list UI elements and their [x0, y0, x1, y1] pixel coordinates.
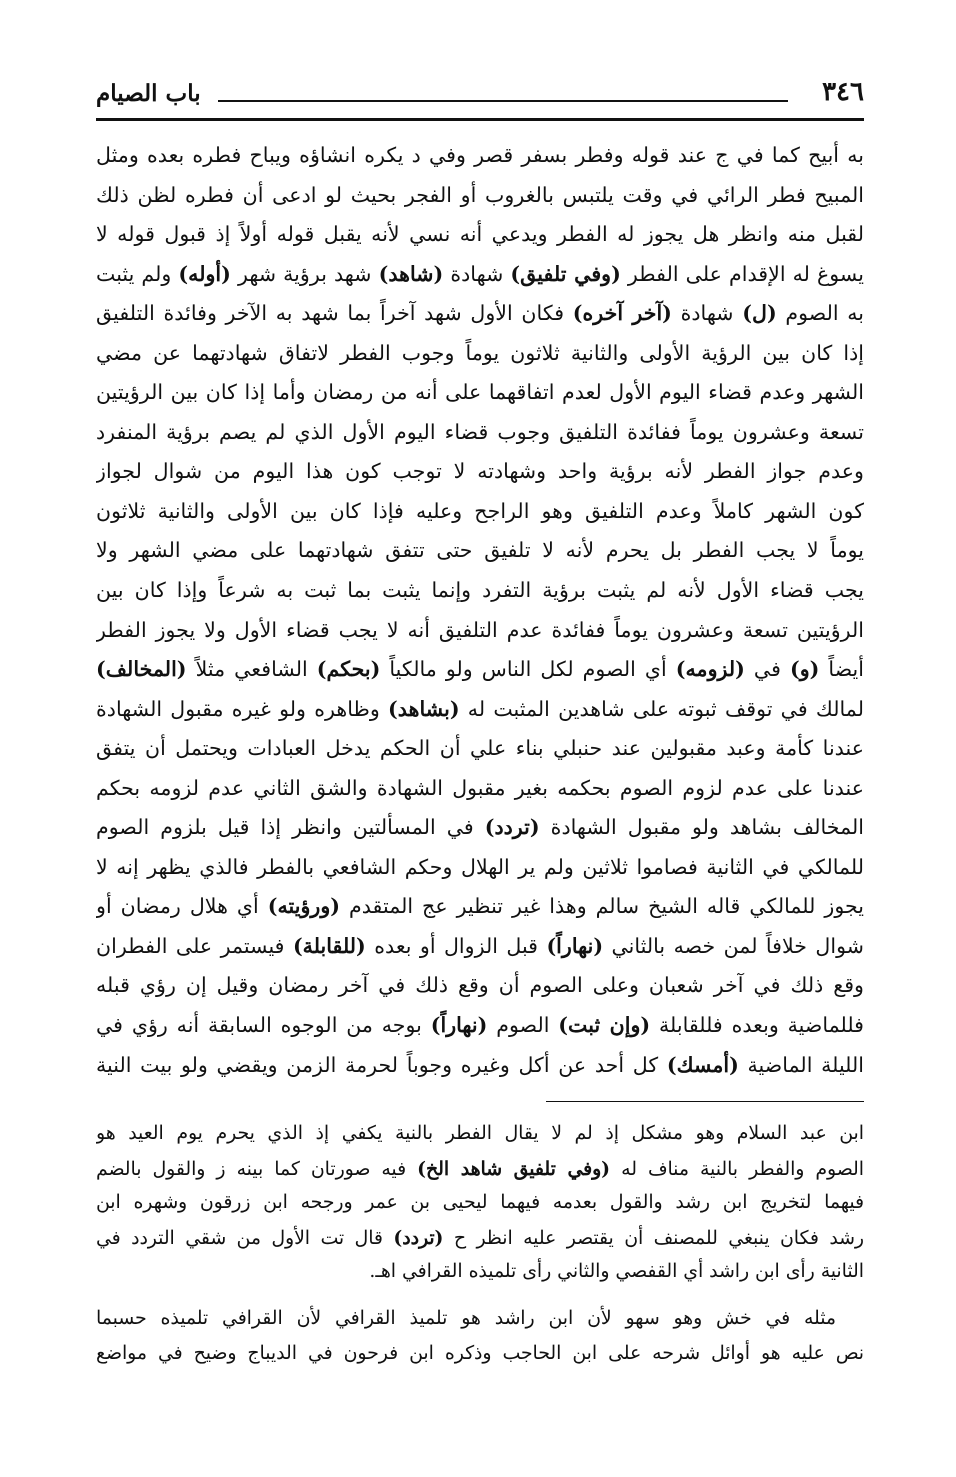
- main-text-line: أيضاً (و) في (لزومه) أي الصوم لكل الناس ولو مالكياً (بحكم) الشافعي مثلاً (المخالف): [96, 657, 864, 682]
- page-header: [96, 76, 864, 112]
- main-text-line: الشهر وعدم قضاء اليوم الأول لعدم اتفاقهما على أنه من رمضان وأما إذا كان بين الرؤيتين: [96, 380, 864, 405]
- main-text: [96, 136, 864, 1085]
- footnote-line: مثله في خش وهو سهو لأن ابن راشد هو تلميذ القرافي لأن القرافي تلميذه حسبما: [96, 1307, 836, 1329]
- header-rule: [218, 100, 788, 102]
- footnote-line: رشد فكان ينبغي للمصنف أن يقتصر عليه انظر ح (تردد) قال تت الأول من شقي التردد في: [96, 1226, 864, 1249]
- footnote-line: ابن عبد السلام وهو مشكل إذ لم لا يقال الفطر بالنية يكفي إذ الذي يحرم يوم العيد هو: [96, 1123, 864, 1144]
- main-text-line: كون الشهر كاملاً وعدم التلفيق وهو الراجح وعليه فإذا كان بين الأولى والثانية ثلاثون: [96, 498, 864, 523]
- footnote-line: الصوم والفطر بالنية مناف له (وفي تلفيق شاهد الخ) فيه صورتان كما بينه ز والقول بالضم: [96, 1157, 864, 1180]
- footnote-line: الثانية رأى ابن راشد أي القفصي والثاني رأى تلميذه القرافي اهـ.: [369, 1261, 864, 1283]
- main-text-line: تسعة وعشرون يوماً ففائدة التلفيق وجوب قضاء اليوم الأول الذي لم يصم برؤية المنفرد: [96, 419, 864, 444]
- main-text-line: لمالك في توقف ثبوته على شاهدين المثبت له (بشاهد) وظاهره ولو غيره مقبول الشهادة: [96, 696, 864, 721]
- main-text-line: يجب قضاء الأول لأنه لم يثبت برؤية التفرد وإنما يثبت بما ثبت به شرعاً وإذا كان بين: [96, 578, 864, 603]
- footnotes: [96, 1117, 864, 1371]
- main-text-line: يسوغ له الإقدام على الفطر (وفي تلفيق) شهادة (شاهد) شهد برؤية شهر (أوله) ولم يثبت: [96, 261, 864, 286]
- running-title: باب الصيام: [96, 80, 201, 107]
- main-text-line: به الصوم (ل) شهادة (آخر آخره) فكان الأول شهد آخراً بما شهد به الآخر وفائدة التلفيق: [96, 301, 864, 326]
- main-text-line: عندنا كأمة وعبد مقبولين عند حنبلي بناء علي أن الحكم يدخل العبادات ويحتمل أن يتفق: [96, 736, 864, 761]
- footnote-line: فيهما لتخريج ابن رشد والقول بعدمه فيهما ليحيى بن عمر ورجحه ابن زرقون وشهره ابن: [96, 1192, 864, 1214]
- main-text-line: إذا كان بين الرؤية الأولى والثانية ثلاثون يوماً وجوب الفطر لاتفاق شهادتهما عن مضي: [96, 340, 864, 365]
- main-text-line: فللماضية وبعده فللقابلة (وإن ثبت) الصوم (نهاراً) بوجه من الوجوه السابقة أنه رؤي في: [96, 1013, 864, 1038]
- main-text-line: للمالكي في الثانية فصاموا ثلاثين ولم ير الهلال وحكم الشافعي بالفطر فالذي يظهر إنه لا: [96, 854, 864, 879]
- footnote-separator: [546, 1101, 864, 1102]
- main-text-line: عندنا على عدم لزوم الصوم بحكمه بغير مقبول الشهادة والشق الثاني عدم لزومه بحكم: [96, 775, 864, 800]
- main-text-line: وعدم جواز الفطر لأنه برؤية واحد وشهادته لا توجب كون هذا اليوم من شوال لجواز: [96, 459, 864, 484]
- main-text-line: الليلة الماضية (أمسك) كل أحد عن أكل وغيره وجوباً لحرمة الزمن ويقضي ولو بيت النية: [96, 1052, 864, 1077]
- main-text-line: الرؤيتين تسعة وعشرون يوماً ففائدة عدم التلفيق أنه لا يجب قضاء الأول ولا يجوز الفطر: [96, 617, 864, 642]
- page-number: ٣٤٦: [822, 77, 864, 107]
- main-text-line: يجوز للمالكي قاله الشيخ سالم وهذا غير تنظير عج المتقدم (ورؤيته) أي هلال رمضان أو: [96, 894, 864, 919]
- main-text-line: وقع ذلك في آخر شعبان وعلى الصوم أن وقع ذلك في آخر رمضان وقيل إن رؤي قبله: [96, 973, 864, 998]
- main-text-line: لقبل منه وانظر هل يجوز له الفطر ويدعي أنه نسي لأنه يقبل قوله أولاً إذ قبول قوله لا: [96, 222, 864, 247]
- header-divider: [96, 118, 864, 121]
- main-text-line: يوماً لا يجب الفطر بل يحرم لأنه لا تلفيق حتى تتفق شهادتهما على مضي الشهر ولا: [96, 538, 864, 563]
- main-text-line: شوال خلافاً لمن خصه بالثاني (نهاراً) قبل الزوال أو بعده (للقابلة) فيستمر على الفطران: [96, 933, 864, 958]
- footnote-gap: [96, 1290, 864, 1302]
- main-text-line: المخالف بشاهد ولو مقبول الشهادة (تردد) في المسألتين وانظر إذا قيل بلزوم الصوم: [96, 815, 864, 840]
- footnote-line: نص عليه هو أوائل شرحه على ابن الحاجب وذكره ابن فرحون في الديباج وضيح في مواضع: [96, 1342, 864, 1364]
- main-text-line: المبيح فطر الرائي في وقت يلتبس بالغروب أو الفجر بحيث لو ادعى أن فطره لظن ذلك: [96, 182, 864, 207]
- main-text-line: به أبيح كما في ج عند قوله وفطر بسفر قصر وفي د يكره انشاؤه ويباح فطره بعده ومثل: [96, 143, 864, 167]
